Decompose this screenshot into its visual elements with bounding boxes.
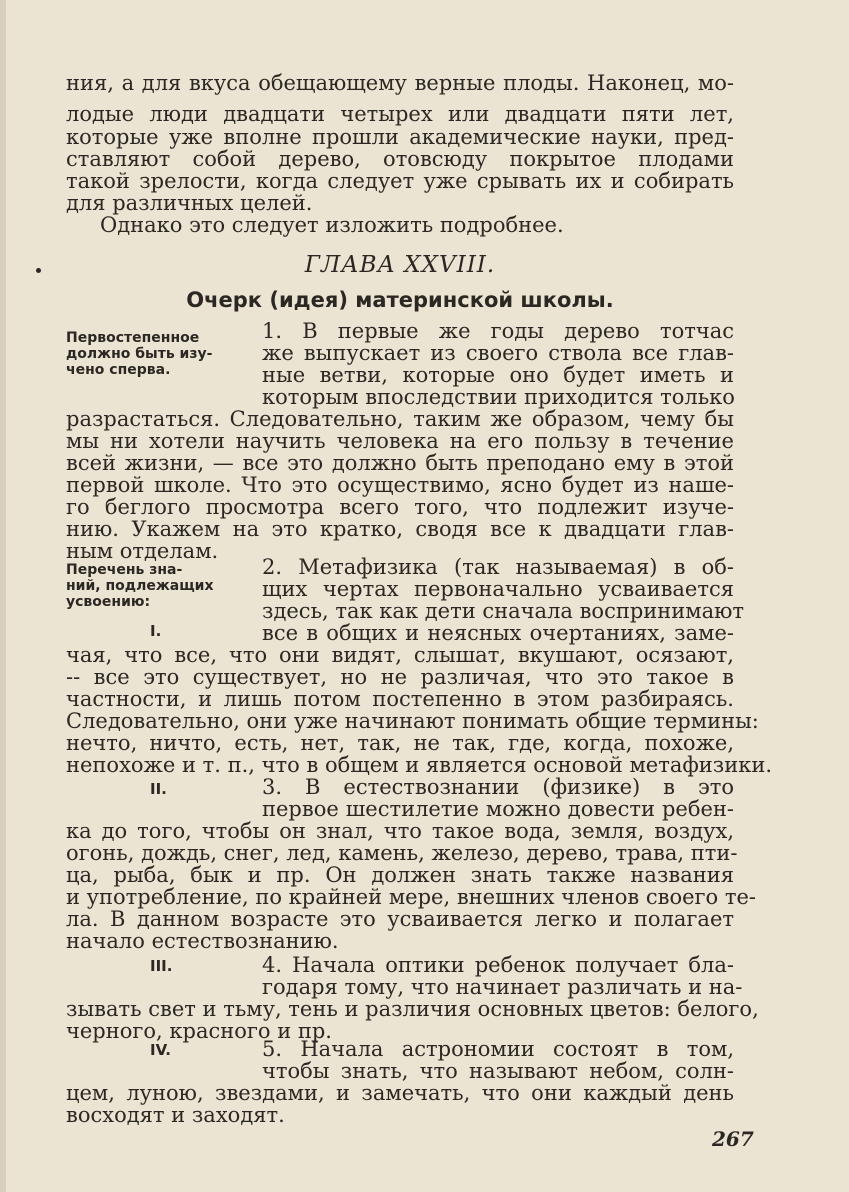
text-line: черного, красного и пр. bbox=[66, 1019, 332, 1043]
text-line: нечто, ничто, есть, нет, так, не так, где, когда, похоже, bbox=[66, 731, 734, 755]
text-line: щих чертах первоначально усваивается bbox=[262, 577, 734, 601]
margin-dot bbox=[36, 268, 41, 273]
margin-note-line: Первостепенное bbox=[66, 330, 200, 346]
text-line: чая, что все, что они видят, слышат, вкушают, осязают, bbox=[66, 643, 734, 667]
text-line: же выпускает из своего ствола все глав- bbox=[262, 341, 734, 365]
text-line: которым впоследствии приходится только bbox=[262, 385, 735, 409]
text-line: годаря тому, что начинает различать и на- bbox=[262, 975, 743, 999]
text-line: такой зрелости, когда следует уже срывать их и собирать bbox=[66, 169, 734, 193]
text-line: го беглого просмотра всего того, что подлежит изуче- bbox=[66, 495, 734, 519]
text-line: все в общих и неясных очертаниях, заме- bbox=[262, 621, 734, 645]
text-line: восходят и заходят. bbox=[66, 1103, 285, 1127]
text-line: ния, а для вкуса обещающему верные плоды. Наконец, мо- bbox=[66, 71, 734, 95]
text-line: первое шестилетие можно довести ребен- bbox=[262, 797, 734, 821]
text-line: первой школе. Что это осуществимо, ясно будет из наше- bbox=[66, 473, 734, 497]
text-line: 5. Начала астрономии состоят в том, bbox=[262, 1037, 734, 1061]
text-line: ставляют собой дерево, отовсюду покрытое плодами bbox=[66, 147, 734, 171]
text-line: которые уже вполне прошли академические науки, пред- bbox=[66, 125, 734, 149]
text-line: непохоже и т. п., что в общем и является основой метафизики. bbox=[66, 753, 773, 777]
text-line: 3. В естествознании (физике) в это bbox=[262, 775, 734, 799]
text-line: ным отделам. bbox=[66, 539, 219, 563]
roman-numeral: I. bbox=[150, 622, 162, 640]
text-line: и употребление, по крайней мере, внешних членов своего те- bbox=[66, 885, 757, 909]
text-line: разрастаться. Следовательно, таким же образом, чему бы bbox=[66, 407, 734, 431]
text-line: ла. В данном возрасте это усваивается легко и полагает bbox=[66, 907, 734, 931]
roman-numeral: II. bbox=[150, 780, 167, 798]
margin-note-line: Перечень зна- bbox=[66, 562, 183, 578]
chapter-heading: ГЛАВА XXVIII. bbox=[304, 252, 496, 278]
margin-note-line: усвоению: bbox=[66, 594, 151, 610]
page-spine-shadow bbox=[0, 0, 6, 1192]
text-line: лодые люди двадцати четырех или двадцати пяти лет, bbox=[66, 102, 734, 126]
text-line: всей жизни, — все это должно быть преподано ему в этой bbox=[66, 451, 734, 475]
roman-numeral: IV. bbox=[150, 1041, 171, 1059]
text-line: огонь, дождь, снег, лед, камень, железо, дерево, трава, пти- bbox=[66, 841, 738, 865]
text-line: ца, рыба, бык и пр. Он должен знать также названия bbox=[66, 863, 734, 887]
section-title: Очерк (идея) материнской школы. bbox=[186, 288, 614, 312]
margin-note-line: чено сперва. bbox=[66, 362, 171, 378]
text-line: 4. Начала оптики ребенок получает бла- bbox=[262, 953, 734, 977]
margin-note-line: ний, подлежащих bbox=[66, 578, 214, 594]
text-line: ка до того, чтобы он знал, что такое вода, земля, воздух, bbox=[66, 819, 734, 843]
margin-note-line: должно быть изу- bbox=[66, 346, 213, 362]
page-number: 267 bbox=[712, 1127, 754, 1151]
roman-numeral: III. bbox=[150, 957, 173, 975]
text-line: 1. В первые же годы дерево тотчас bbox=[262, 319, 734, 343]
text-line: чтобы знать, что называют небом, солн- bbox=[262, 1059, 734, 1083]
text-line: здесь, так как дети сначала воспринимают bbox=[262, 599, 745, 623]
text-line: 2. Метафизика (так называемая) в об- bbox=[262, 555, 734, 579]
text-line: зывать свет и тьму, тень и различия основных цветов: белого, bbox=[66, 997, 759, 1021]
text-line: нию. Укажем на это кратко, сводя все к двадцати глав- bbox=[66, 517, 734, 541]
margin-note-second bbox=[66, 562, 256, 610]
text-line: -- все это существует, но не различая, что это такое в bbox=[66, 665, 734, 689]
text-line: ные ветви, которые оно будет иметь и bbox=[262, 363, 734, 387]
margin-note-first bbox=[66, 330, 256, 378]
text-line: Следовательно, они уже начинают понимать общие термины: bbox=[66, 709, 759, 733]
text-line: частности, и лишь потом постепенно в этом разбираясь. bbox=[66, 687, 734, 711]
text-line: для различных целей. bbox=[66, 191, 313, 215]
closing-line: Однако это следует изложить подробнее. bbox=[100, 213, 564, 237]
text-line: начало естествознанию. bbox=[66, 929, 339, 953]
text-line: цем, луною, звездами, и замечать, что они каждый день bbox=[66, 1081, 734, 1105]
text-line: мы ни хотели научить человека на его пользу в течение bbox=[66, 429, 734, 453]
